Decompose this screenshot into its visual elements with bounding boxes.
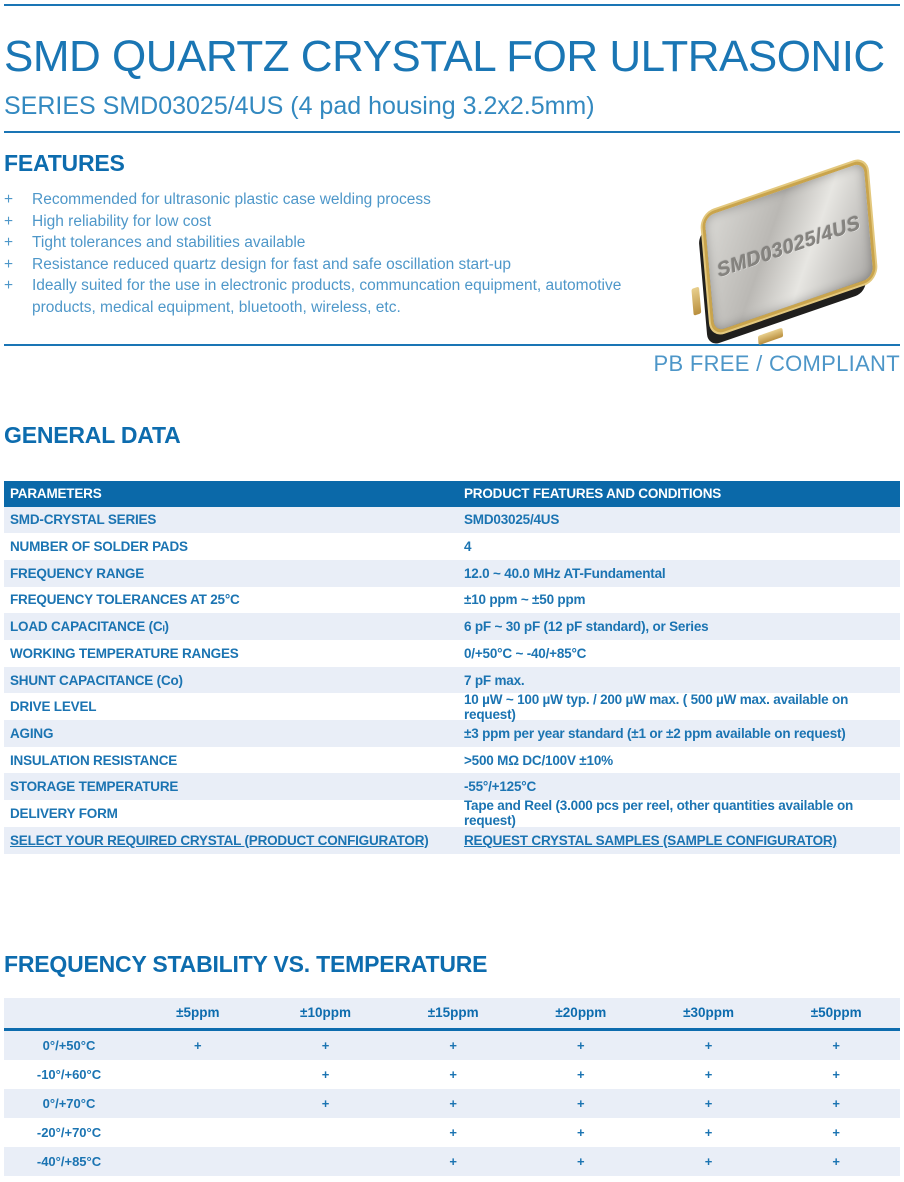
stability-mark-cell: + [832, 1066, 840, 1082]
plus-bullet-icon: + [4, 212, 14, 230]
table-row [4, 747, 900, 774]
plus-bullet-icon: + [4, 277, 14, 295]
table-row [4, 507, 900, 534]
gd-parameter: INSULATION RESISTANCE [10, 752, 178, 768]
table-row [4, 533, 900, 560]
gd-parameter: AGING [10, 725, 54, 741]
gd-value: 6 pF ~ 30 pF (12 pF standard), or Series [464, 619, 709, 635]
stability-mark-cell: + [832, 1153, 840, 1169]
stability-rows [4, 1031, 900, 1176]
table-row [4, 613, 900, 640]
table-row [4, 800, 900, 827]
gd-value: ±3 ppm per year standard (±1 or ±2 ppm available on request) [464, 725, 846, 741]
table-row [4, 560, 900, 587]
stability-mark-cell: + [577, 1037, 585, 1053]
gd-parameter: DELIVERY FORM [10, 805, 118, 821]
stability-mark-cell: + [704, 1037, 713, 1053]
general-data-rows [4, 507, 900, 854]
gd-value: 12.0 ~ 40.0 MHz AT-Fundamental [464, 565, 666, 581]
stability-row [4, 1060, 900, 1089]
gd-value: SMD03025/4US [464, 512, 560, 528]
features-heading: FEATURES [4, 150, 125, 176]
table-row [4, 587, 900, 614]
plus-bullet-icon: + [4, 234, 14, 252]
gd-value: 4 [464, 539, 472, 555]
gd-parameter: WORKING TEMPERATURE RANGES [10, 645, 239, 661]
stability-mark-cell: + [321, 1095, 330, 1111]
crystal-chip-render [705, 162, 874, 332]
gd-parameter: FREQUENCY TOLERANCES AT 25°C [10, 592, 240, 608]
plus-bullet-icon: + [4, 191, 14, 208]
table-row [4, 720, 900, 747]
stability-mark-cell: + [449, 1124, 457, 1140]
gd-value: ±10 ppm ~ ±50 ppm [464, 592, 586, 608]
general-data-table [4, 481, 900, 854]
stability-mark-cell: + [449, 1066, 457, 1082]
product-photo [681, 169, 896, 334]
chip-marking: SMD03025/4US [716, 210, 862, 283]
header-divider [4, 131, 900, 133]
gd-value: 10 µW ~ 100 µW typ. / 200 µW max. ( 500 µW max. available on request) [464, 691, 849, 722]
stability-table [4, 998, 900, 1176]
stability-mark-cell: + [832, 1037, 840, 1053]
stability-header-row [4, 998, 900, 1031]
feature-text: High reliability for low cost [32, 212, 212, 230]
temperature-range-label: -40°/+85°C [36, 1153, 102, 1169]
general-data-header-row [4, 481, 900, 507]
gd-parameter: FREQUENCY RANGE [10, 565, 145, 581]
column-header-product-features: PRODUCT FEATURES AND CONDITIONS [464, 486, 722, 502]
feature-text: Recommended for ultrasonic plastic case welding process [32, 191, 431, 208]
feature-item [4, 211, 676, 233]
gd-parameter: DRIVE LEVEL [10, 699, 97, 715]
stability-column-header: ±30ppm [683, 1005, 734, 1020]
stability-mark-cell: + [577, 1095, 585, 1111]
stability-mark-cell: + [449, 1037, 457, 1053]
feature-item [4, 189, 676, 211]
stability-row [4, 1089, 900, 1118]
stability-mark-cell: + [704, 1153, 713, 1169]
gd-parameter: SMD-CRYSTAL SERIES [10, 512, 157, 528]
stability-row [4, 1031, 900, 1060]
stability-mark-cell: + [704, 1124, 713, 1140]
temperature-range-label: 0°/+50°C [42, 1037, 96, 1053]
stability-mark-cell: + [321, 1037, 330, 1053]
stability-mark-cell: + [832, 1095, 840, 1111]
gd-value: 0/+50°C ~ -40/+85°C [464, 645, 587, 661]
stability-mark-cell: + [577, 1066, 585, 1082]
product-configurator-link[interactable]: SELECT YOUR REQUIRED CRYSTAL (PRODUCT CONFIGURATOR) [10, 832, 429, 848]
sample-configurator-link[interactable]: REQUEST CRYSTAL SAMPLES (SAMPLE CONFIGURATOR) [464, 832, 837, 848]
solder-pad [691, 286, 701, 315]
feature-text: Resistance reduced quartz design for fast and safe oscillation start-up [32, 255, 512, 273]
stability-mark-cell: + [321, 1066, 330, 1082]
feature-text: Ideally suited for the use in electronic products, communcation equipment, automotive products, medical equipment, bluetooth, wireless, etc. [32, 277, 622, 316]
pb-free-label: PB FREE / COMPLIANT [653, 350, 900, 376]
features-divider [4, 344, 900, 346]
gd-parameter: STORAGE TEMPERATURE [10, 779, 179, 795]
table-row [4, 827, 900, 854]
stability-mark-cell: + [704, 1095, 713, 1111]
page-subtitle: SERIES SMD03025/4US (4 pad housing 3.2x2.5mm) [4, 92, 595, 120]
datasheet-page [0, 4, 904, 1176]
stability-column-header: ±50ppm [810, 1005, 862, 1020]
table-row [4, 640, 900, 667]
gd-parameter: SHUNT CAPACITANCE (Co) [10, 672, 183, 688]
gd-value: 7 pF max. [464, 672, 525, 688]
stability-column-header: ±10ppm [300, 1005, 351, 1020]
table-row [4, 773, 900, 800]
stability-row [4, 1118, 900, 1147]
top-divider [4, 4, 900, 6]
stability-mark-cell: + [577, 1153, 585, 1169]
temperature-range-label: 0°/+70°C [42, 1095, 96, 1111]
gd-value: -55°/+125°C [464, 779, 537, 795]
stability-column-header: ±15ppm [427, 1005, 479, 1020]
feature-item [4, 254, 676, 276]
page-title: SMD QUARTZ CRYSTAL FOR ULTRASONIC [4, 32, 885, 81]
stability-row [4, 1147, 900, 1176]
column-header-parameters: PARAMETERS [10, 486, 102, 502]
table-row [4, 667, 900, 694]
stability-column-header: ±20ppm [555, 1005, 607, 1020]
temperature-range-label: -10°/+60°C [36, 1066, 102, 1082]
plus-bullet-icon: + [4, 255, 14, 273]
gd-parameter: LOAD CAPACITANCE (Cₗ) [10, 618, 169, 634]
stability-mark-cell: + [449, 1095, 457, 1111]
gd-value: >500 MΩ DC/100V ±10% [464, 752, 613, 768]
general-data-heading: GENERAL DATA [4, 421, 181, 448]
stability-heading: FREQUENCY STABILITY VS. TEMPERATURE [4, 950, 488, 977]
feature-item [4, 275, 676, 318]
stability-mark-cell: + [832, 1124, 840, 1140]
gd-parameter: NUMBER OF SOLDER PADS [10, 539, 188, 555]
gd-value: Tape and Reel (3.000 pcs per reel, other quantities available on request) [464, 798, 854, 829]
feature-text: Tight tolerances and stabilities available [32, 234, 306, 252]
feature-item [4, 232, 676, 254]
stability-mark-cell: + [194, 1037, 202, 1053]
temperature-range-label: -20°/+70°C [36, 1124, 102, 1140]
stability-mark-cell: + [704, 1066, 713, 1082]
table-row [4, 693, 900, 720]
features-list [4, 189, 676, 319]
stability-mark-cell: + [449, 1153, 457, 1169]
stability-mark-cell: + [577, 1124, 585, 1140]
stability-column-header: ±5ppm [176, 1005, 220, 1020]
